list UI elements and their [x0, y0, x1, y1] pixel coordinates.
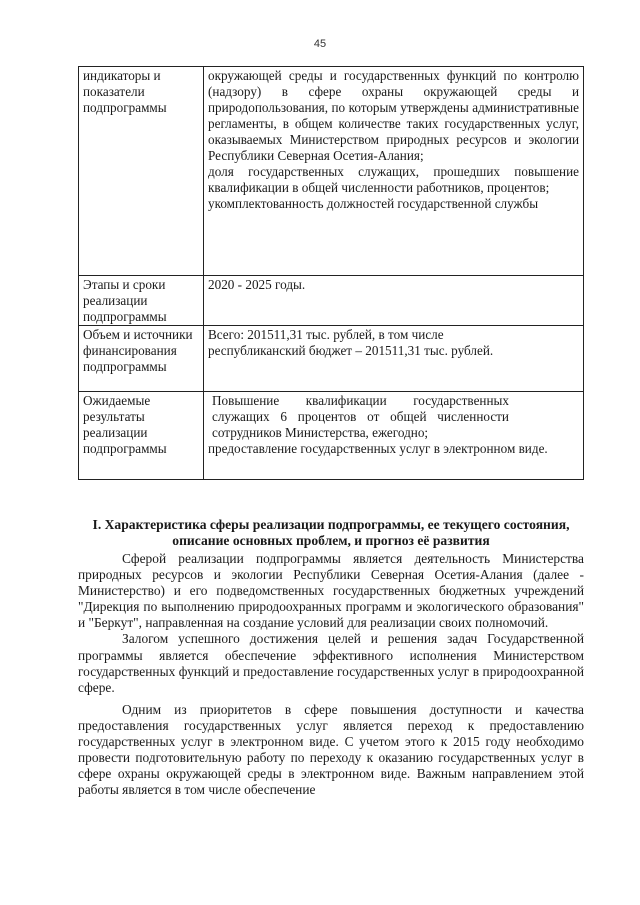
- section-heading: I. Характеристика сферы реализации подпрограммы, ее текущего состояния, описание основных проблем, и прогноз её развития: [92, 517, 570, 548]
- value-line: доля государственных служащих, прошедших повышение квалификации в общей численности работников, процентов;: [208, 164, 579, 195]
- row-value: [204, 326, 584, 392]
- table-row: [79, 67, 584, 276]
- value-line: 2020 - 2025 годы.: [208, 277, 306, 292]
- subprogram-passport-table: [78, 66, 584, 480]
- row-label: Этапы и сроки реализации подпрограммы: [79, 276, 204, 326]
- row-label: Ожидаемые результаты реализации подпрограммы: [79, 392, 204, 480]
- section-body: [78, 517, 584, 798]
- value-line: предоставление государственных услуг в электронном виде.: [208, 441, 548, 456]
- value-line: окружающей среды и государственных функций по контролю (надзору) в сфере охраны окружающей среды и природопользования, по которым утверждены административные регламенты, в общем количестве таких государственных услуг, оказываемых Министерством природных ресурсов и экологии Республики Северная Осетия-Алания;: [208, 68, 579, 163]
- row-label: Объем и источники финансирования подпрограммы: [79, 326, 204, 392]
- value-line: республиканский бюджет – 201511,31 тыс. рублей.: [208, 343, 494, 358]
- row-value: [204, 276, 584, 326]
- table-row: [79, 326, 584, 392]
- paragraph: Сферой реализации подпрограммы является деятельность Министерства природных ресурсов и экологии Республики Северная Осетия-Алания (далее - Министерство) и его подведомственных государственных бюджетных учреждений "Дирекция по выполнению природоохранных программ и экологического образования" и "Беркут", направленная на создание условий для реализации своих полномочий.: [78, 551, 584, 631]
- value-line: Всего: 201511,31 тыс. рублей, в том числе: [208, 327, 444, 342]
- paragraph: Одним из приоритетов в сфере повышения доступности и качества предоставления государственных услуг является переход к предоставлению государственных услуг в электронном виде. С учетом этого к 2015 году необходимо провести подготовительную работу по переходу к оказанию государственных услуг в сфере охраны окружающей среды в электронном виде. Важным направлением этой работы является в том числе обеспечение: [78, 701, 584, 798]
- paragraph: Залогом успешного достижения целей и решения задач Государственной программы является обеспечение эффективного исполнения Министерством государственных функций и предоставление государственных услуг в природоохранной сфере.: [78, 631, 584, 695]
- table-row: [79, 276, 584, 326]
- table-row: [79, 392, 584, 480]
- row-label: индикаторы и показатели подпрограммы: [79, 67, 204, 276]
- page-number: 45: [313, 38, 327, 50]
- row-value: [204, 392, 584, 480]
- value-line: укомплектованность должностей государственной службы: [208, 196, 539, 211]
- row-value: [204, 67, 584, 276]
- value-line: Повышение квалификации государственных служащих 6 процентов от общей численности сотрудников Министерства, ежегодно;: [212, 393, 509, 440]
